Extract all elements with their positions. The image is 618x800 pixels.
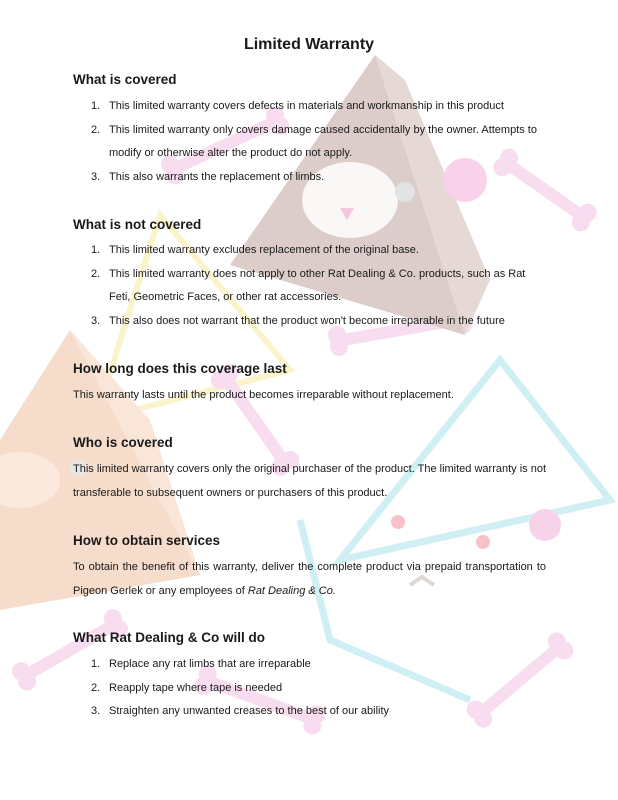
who-text: This limited warranty covers only the original purchaser of the product. The limited warranty is not transferable to subsequent owners or purchasers of this product. — [73, 463, 547, 499]
list-item: 3. This also does not warrant that the product won't become irreparable in the future — [91, 314, 505, 327]
page-title: Limited Warranty — [243, 36, 375, 53]
list-item: 3. Straighten any unwanted creases to the best of our ability — [91, 705, 390, 717]
list-item: 1. Replace any rat limbs that are irreparable — [91, 658, 311, 670]
not-covered-list — [73, 239, 548, 333]
section-heading-services: How to obtain services — [73, 533, 221, 548]
company-actions-list — [73, 653, 548, 724]
section-heading-covered: What is covered — [73, 72, 177, 87]
list-item: 1. This limited warranty excludes replacement of the original base. — [91, 244, 419, 256]
list-item: 1. This limited warranty covers defects in materials and workmanship in this product — [91, 100, 504, 112]
duration-text: This warranty lasts until the product becomes irreparable without replacement. — [73, 389, 454, 401]
list-item: 2. This limited warranty only covers damage caused accidentally by the owner. Attempts to modify or otherwise alter the product do not apply. — [91, 123, 537, 159]
company-name: Rat Dealing & Co. — [247, 585, 336, 597]
list-item: 2. Reapply tape where tape is needed — [91, 681, 283, 694]
list-item: 2. This limited warranty does not apply to other Rat Dealing & Co. products, such as Rat Feti, Geometric Faces, or other rat accessories. — [91, 267, 526, 303]
section-heading-not-covered: What is not covered — [73, 217, 202, 232]
section-heading-company-actions: What Rat Dealing & Co will do — [73, 630, 265, 645]
covered-list — [73, 95, 548, 189]
services-text: To obtain the benefit of this warranty, deliver the complete product via prepaid transportation to Pigeon Gerlek or any employees of Rat Dealing & Co. — [73, 561, 546, 597]
list-item: 3. This also warrants the replacement of limbs. — [91, 170, 325, 183]
section-heading-duration: How long does this coverage last — [73, 361, 287, 376]
section-heading-who: Who is covered — [73, 435, 173, 450]
